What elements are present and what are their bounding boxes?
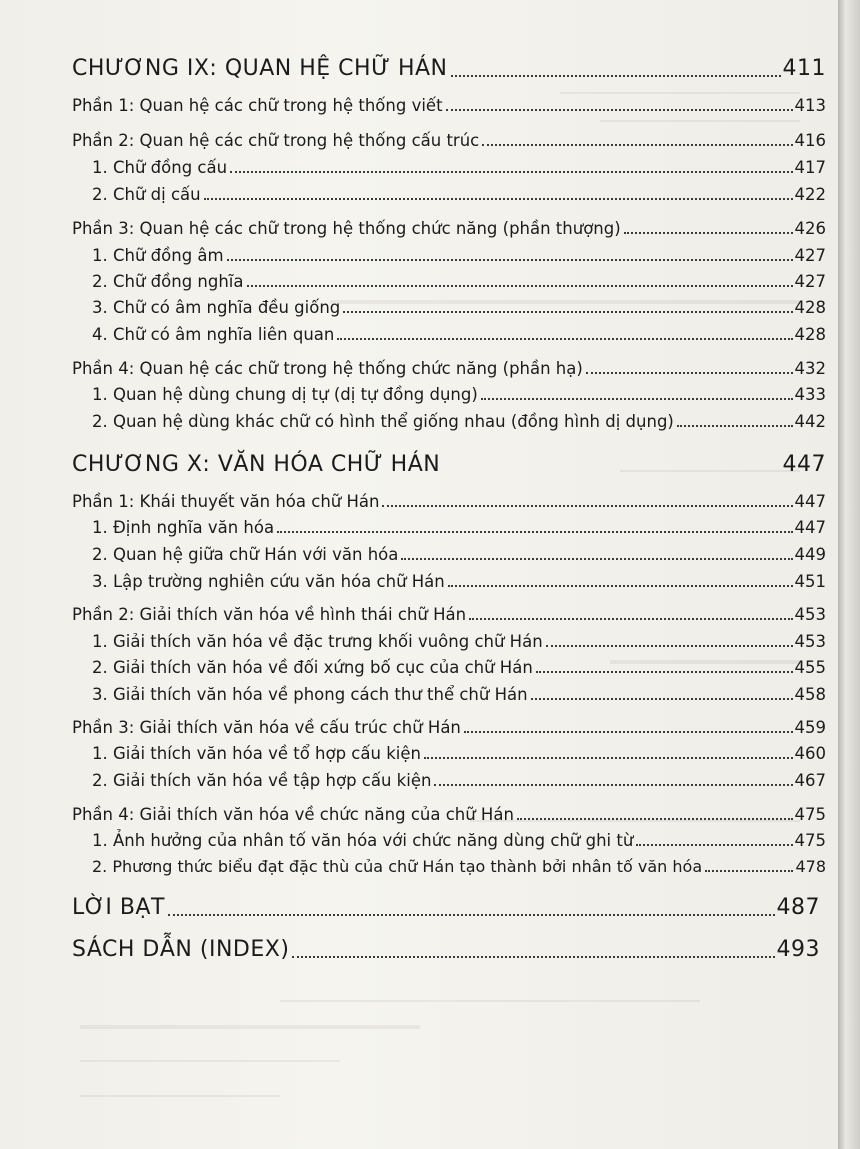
toc-page-number: 453 — [794, 632, 826, 651]
toc-leader-dots — [451, 75, 781, 77]
toc-part — [72, 219, 826, 238]
toc-entry-title: 2. Phương thức biểu đạt đặc thù của chữ Hán tạo thành bởi nhân tố văn hóa — [92, 857, 703, 876]
toc-page-number: 453 — [794, 605, 826, 624]
toc-page-number: 432 — [794, 359, 826, 378]
toc-item — [92, 831, 826, 850]
toc-page-number: 493 — [776, 937, 820, 962]
toc-leader-dots — [536, 671, 793, 673]
toc-entry-title: CHƯƠNG X: VĂN HÓA CHỮ HÁN — [72, 452, 441, 477]
toc-page-number: 428 — [794, 298, 826, 317]
toc-leader-dots — [434, 784, 792, 786]
toc-leader-dots — [168, 914, 775, 916]
toc-entry-title: 2. Quan hệ giữa chữ Hán với văn hóa — [92, 545, 399, 564]
toc-page-number: 442 — [794, 412, 826, 431]
toc-item — [92, 298, 826, 317]
toc-part — [72, 718, 826, 737]
toc-entry-title: 1. Chữ đồng âm — [92, 246, 224, 265]
toc-item — [92, 572, 826, 591]
toc-leader-dots — [448, 585, 793, 587]
toc-item — [92, 272, 826, 291]
toc-entry-title: Phần 4: Giải thích văn hóa về chức năng của chữ Hán — [72, 805, 514, 824]
toc-item — [92, 744, 826, 763]
toc-page-number: 447 — [794, 518, 826, 537]
toc-page-number: 427 — [794, 272, 826, 291]
toc-leader-dots — [292, 956, 774, 958]
toc-entry-title: Phần 2: Giải thích văn hóa về hình thái chữ Hán — [72, 605, 467, 624]
toc-chapter — [72, 452, 826, 477]
toc-entry-title: 2. Quan hệ dùng khác chữ có hình thể giống nhau (đồng hình dị dụng) — [92, 412, 674, 431]
toc-page-number: 426 — [794, 219, 826, 238]
toc-page-number: 411 — [782, 56, 826, 81]
toc-entry-title: 1. Định nghĩa văn hóa — [92, 518, 275, 537]
toc-page-number: 455 — [794, 658, 826, 677]
toc-entry-title: LỜI BẠT — [72, 895, 165, 920]
toc-item — [92, 658, 826, 677]
toc-item — [92, 158, 826, 177]
toc-leader-dots — [531, 698, 793, 700]
toc-page-number: 447 — [782, 452, 826, 477]
toc-entry-title: 2. Chữ đồng nghĩa — [92, 272, 244, 291]
toc-leader-dots — [464, 731, 793, 733]
toc-item — [92, 685, 826, 704]
toc-entry-title: 3. Chữ có âm nghĩa đều giống — [92, 298, 341, 317]
toc-item — [92, 857, 826, 876]
toc-entry-title: SÁCH DẪN (INDEX) — [72, 937, 290, 962]
toc-leader-dots — [481, 398, 793, 400]
toc-chapter — [72, 56, 826, 81]
toc-item — [92, 412, 826, 431]
toc-part — [72, 605, 826, 624]
toc-leader-dots — [624, 232, 793, 234]
toc-leader-dots — [277, 531, 792, 533]
toc-page-number: 478 — [795, 857, 826, 876]
toc-entry-title: 1. Quan hệ dùng chung dị tự (dị tự đồng dụng) — [92, 385, 478, 404]
toc-leader-dots — [424, 757, 793, 759]
toc-leader-dots — [227, 259, 793, 261]
toc-page-number: 427 — [794, 246, 826, 265]
toc-item — [92, 771, 826, 790]
toc-entry-title: 2. Chữ dị cấu — [92, 185, 201, 204]
toc-leader-dots — [546, 645, 793, 647]
toc-entry-title: 2. Giải thích văn hóa về đối xứng bố cục của chữ Hán — [92, 658, 533, 677]
toc-entry-title: Phần 3: Giải thích văn hóa về cấu trúc chữ Hán — [72, 718, 461, 737]
toc-page-number: 451 — [794, 572, 826, 591]
toc-page-number: 416 — [794, 131, 826, 150]
toc-page-number: 449 — [794, 545, 826, 564]
toc-page-number: 475 — [794, 831, 826, 850]
toc-entry-title: Phần 4: Quan hệ các chữ trong hệ thống chức năng (phần hạ) — [72, 359, 583, 378]
toc-page-number: 487 — [776, 895, 820, 920]
toc-entry-title: Phần 1: Khái thuyết văn hóa chữ Hán — [72, 492, 380, 511]
toc-leader-dots — [446, 109, 793, 111]
toc-page-number: 459 — [794, 718, 826, 737]
toc-entry-title: CHƯƠNG IX: QUAN HỆ CHỮ HÁN — [72, 56, 448, 81]
toc-page-number: 475 — [794, 805, 826, 824]
toc-entry-title: Phần 3: Quan hệ các chữ trong hệ thống chức năng (phần thượng) — [72, 219, 621, 238]
toc-leader-dots — [482, 144, 792, 146]
toc-leader-dots — [401, 558, 792, 560]
toc-leader-dots — [230, 171, 792, 173]
toc-page-number: 417 — [794, 158, 826, 177]
toc-item — [92, 518, 826, 537]
toc-item — [92, 185, 826, 204]
toc-part — [72, 492, 826, 511]
toc-leader-dots — [586, 372, 793, 374]
toc-item — [92, 385, 826, 404]
toc-item — [92, 545, 826, 564]
toc-leader-dots — [469, 618, 792, 620]
toc-entry-title: Phần 1: Quan hệ các chữ trong hệ thống viết — [72, 96, 443, 115]
toc-item — [92, 632, 826, 651]
toc-page-number: 447 — [794, 492, 826, 511]
toc-leader-dots — [247, 285, 793, 287]
toc-leader-dots — [705, 870, 793, 872]
toc-leader-dots — [343, 311, 792, 313]
toc-entry-title: 2. Giải thích văn hóa về tập hợp cấu kiện — [92, 771, 432, 790]
toc-page-number: 458 — [794, 685, 826, 704]
toc-page-number: 467 — [794, 771, 826, 790]
toc-chapter — [72, 937, 820, 962]
toc-leader-dots — [204, 198, 793, 200]
toc-entry-title: 1. Giải thích văn hóa về tổ hợp cấu kiện — [92, 744, 421, 763]
toc-leader-dots — [337, 338, 792, 340]
toc-leader-dots — [517, 818, 793, 820]
toc-entry-title: 1. Ảnh hưởng của nhân tố văn hóa với chức năng dùng chữ ghi từ — [92, 831, 634, 850]
toc-page-number: 413 — [794, 96, 826, 115]
toc-entry-title: 3. Giải thích văn hóa về phong cách thư thể chữ Hán — [92, 685, 528, 704]
toc-entry-title: 3. Lập trường nghiên cứu văn hóa chữ Hán — [92, 572, 445, 591]
toc-part — [72, 131, 826, 150]
toc-page-number: 433 — [794, 385, 826, 404]
toc-page-number: 460 — [794, 744, 826, 763]
toc-chapter — [72, 895, 820, 920]
toc-part — [72, 359, 826, 378]
toc-part — [72, 805, 826, 824]
toc-leader-dots — [636, 844, 792, 846]
toc-item — [92, 325, 826, 344]
toc-part — [72, 96, 826, 115]
toc-leader-dots — [677, 425, 793, 427]
toc-page-number: 422 — [794, 185, 826, 204]
toc-entry-title: 1. Chữ đồng cấu — [92, 158, 228, 177]
toc-item — [92, 246, 826, 265]
toc-page-number: 428 — [794, 325, 826, 344]
toc-entry-title: 1. Giải thích văn hóa về đặc trưng khối vuông chữ Hán — [92, 632, 543, 651]
toc-entry-title: Phần 2: Quan hệ các chữ trong hệ thống cấu trúc — [72, 131, 480, 150]
page-edge — [838, 0, 860, 1149]
toc-leader-dots — [382, 505, 792, 507]
toc-entry-title: 4. Chữ có âm nghĩa liên quan — [92, 325, 335, 344]
